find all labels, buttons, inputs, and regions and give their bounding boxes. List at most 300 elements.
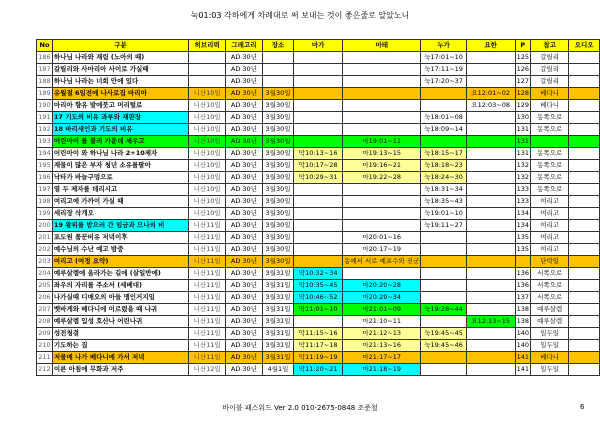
table-row xyxy=(37,280,600,292)
cell-no: 186 xyxy=(37,52,53,64)
cell-p: 128 xyxy=(515,88,530,100)
cell-heb: 니산10일 xyxy=(189,208,226,220)
table-row xyxy=(37,148,600,160)
cell-p: 135 xyxy=(515,244,530,256)
cell-heb: 니산10일 xyxy=(189,148,226,160)
cell-ref: 갈릴리 xyxy=(531,76,569,88)
cell-greg: AD 30년 xyxy=(226,64,263,76)
cell-greg: AD 30년 xyxy=(226,244,263,256)
cell-subject: 하나님 나라는 너희 안에 있다 xyxy=(52,76,188,88)
cell-ref: 예루살렘 xyxy=(531,304,569,316)
cell-john xyxy=(466,328,515,340)
cell-mark: 막11:15~16 xyxy=(294,328,343,340)
table-row xyxy=(37,328,600,340)
cell-ref: 베다니 xyxy=(531,88,569,100)
cell-mark xyxy=(294,208,343,220)
cell-p: 131 xyxy=(515,124,530,136)
cell-p: 141 xyxy=(515,352,530,364)
cell-ref: 동쪽으로 xyxy=(531,172,569,184)
cell-luke xyxy=(421,232,466,244)
cell-greg: AD 30년 xyxy=(226,232,263,244)
cell-mark xyxy=(294,196,343,208)
cell-p: 134 xyxy=(515,208,530,220)
cell-ref: 일두일 xyxy=(531,328,569,340)
cell-john: 요12:13~15 xyxy=(466,316,515,328)
cell-luke: 눅17:01~10 xyxy=(421,52,466,64)
cell-ref: 여리고 xyxy=(531,220,569,232)
column-header: No xyxy=(37,40,53,52)
cell-heb: 니산11일 xyxy=(189,280,226,292)
cell-ref: 여리고 xyxy=(531,244,569,256)
cell-mark: 막10:35~45 xyxy=(294,280,343,292)
cell-mark: 막11:20~21 xyxy=(294,364,343,376)
table-row xyxy=(37,304,600,316)
cell-subject: 이른 아침에 무화과 저주 xyxy=(52,364,188,376)
cell-place: 3월31일 xyxy=(262,280,293,292)
cell-no: 197 xyxy=(37,184,53,196)
cell-p: 132 xyxy=(515,160,530,172)
cell-matt: 마21:18~19 xyxy=(343,364,421,376)
cell-subject: 나가실때 디매오의 아들 맹인거지임 xyxy=(52,292,188,304)
cell-mark: 막11:01~10 xyxy=(294,304,343,316)
cell-p: 135 xyxy=(515,232,530,244)
cell-matt xyxy=(343,184,421,196)
cell-mark: 막11:17~18 xyxy=(294,340,343,352)
cell-mark: 막10:29~31 xyxy=(294,172,343,184)
schedule-table xyxy=(36,39,600,376)
cell-matt xyxy=(343,196,421,208)
cell-no: 210 xyxy=(37,340,53,352)
cell-no: 199 xyxy=(37,208,53,220)
column-header: 마가 xyxy=(294,40,343,52)
cell-john xyxy=(466,52,515,64)
cell-heb: 니산10일 xyxy=(189,100,226,112)
cell-no: 195 xyxy=(37,160,53,172)
table-row xyxy=(37,256,600,268)
cell-heb: 니산10일 xyxy=(189,88,226,100)
cell-ref: 동쪽으로 xyxy=(531,160,569,172)
cell-mark: 막10:13~16 xyxy=(294,148,343,160)
cell-mark xyxy=(294,76,343,88)
cell-john xyxy=(466,280,515,292)
cell-place: 3월30일 xyxy=(262,136,293,148)
table-body xyxy=(37,52,600,376)
table-row xyxy=(37,292,600,304)
cell-ref: 갈릴리 xyxy=(531,64,569,76)
cell-heb: 니산11일 xyxy=(189,244,226,256)
cell-no: 201 xyxy=(37,232,53,244)
cell-subject: 19 왕위를 받으러 간 임금과 므나의 비 xyxy=(52,220,188,232)
cell-place: 3월31일 xyxy=(262,304,293,316)
cell-no: 188 xyxy=(37,76,53,88)
cell-greg: AD 30년 xyxy=(226,352,263,364)
table-row xyxy=(37,100,600,112)
table-row xyxy=(37,316,600,328)
table-row xyxy=(37,76,600,88)
column-header: 히브리력 xyxy=(189,40,226,52)
cell-greg: AD 30년 xyxy=(226,100,263,112)
table-row xyxy=(37,52,600,64)
cell-place xyxy=(262,76,293,88)
cell-place xyxy=(262,64,293,76)
cell-matt: 마20:17~19 xyxy=(343,244,421,256)
cell-heb: 니산11일 xyxy=(189,268,226,280)
cell-heb: 니산10일 xyxy=(189,160,226,172)
cell-matt: 마21:10~11 xyxy=(343,316,421,328)
cell-matt: 마21:13~16 xyxy=(343,340,421,352)
cell-greg: AD 30년 xyxy=(226,268,263,280)
cell-no: 196 xyxy=(37,172,53,184)
column-header: 누가 xyxy=(421,40,466,52)
cell-audio xyxy=(569,76,600,88)
cell-greg: AD 30년 xyxy=(226,220,263,232)
table-row xyxy=(37,352,600,364)
cell-greg: AD 30년 xyxy=(226,184,263,196)
column-header: 참고 xyxy=(531,40,569,52)
cell-john xyxy=(466,136,515,148)
cell-place: 3월30일 xyxy=(262,172,293,184)
cell-mark xyxy=(294,64,343,76)
cell-no: 190 xyxy=(37,100,53,112)
cell-subject: 17 기도의 비유 과부와 재판장 xyxy=(52,112,188,124)
cell-matt: 동예서 서로 예포수와 진군 xyxy=(343,256,421,268)
cell-subject: 예루살렘에 올라가는 길에 (살일반에) xyxy=(52,268,188,280)
cell-audio xyxy=(569,268,600,280)
cell-place: 3월30일 xyxy=(262,124,293,136)
cell-p: 137 xyxy=(515,292,530,304)
cell-greg: AD 30년 xyxy=(226,340,263,352)
cell-subject: 어린아이 를 불러 가운데 세우고 xyxy=(52,136,188,148)
cell-john xyxy=(466,172,515,184)
cell-audio xyxy=(569,220,600,232)
cell-ref: 서쪽으로 xyxy=(531,280,569,292)
cell-audio xyxy=(569,148,600,160)
cell-luke: 눅19:28~44 xyxy=(421,304,466,316)
cell-p: 125 xyxy=(515,52,530,64)
cell-place xyxy=(262,52,293,64)
cell-ref xyxy=(531,136,569,148)
cell-subject: 유월절 6일전에 나사로집 마리아 xyxy=(52,88,188,100)
cell-mark xyxy=(294,100,343,112)
cell-matt xyxy=(343,112,421,124)
cell-ref: 일두일 xyxy=(531,340,569,352)
cell-audio xyxy=(569,184,600,196)
cell-no: 194 xyxy=(37,148,53,160)
cell-john xyxy=(466,256,515,268)
cell-matt: 마20:20~28 xyxy=(343,280,421,292)
cell-luke xyxy=(421,136,466,148)
cell-luke xyxy=(421,100,466,112)
cell-matt xyxy=(343,52,421,64)
cell-no: 191 xyxy=(37,112,53,124)
cell-place: 3월31일 xyxy=(262,352,293,364)
cell-luke: 눅18:31~34 xyxy=(421,184,466,196)
cell-audio xyxy=(569,256,600,268)
cell-matt xyxy=(343,88,421,100)
cell-john xyxy=(466,124,515,136)
cell-greg: AD 30년 xyxy=(226,52,263,64)
cell-audio xyxy=(569,136,600,148)
cell-matt: 마21:12~13 xyxy=(343,328,421,340)
cell-greg: AD 30년 xyxy=(226,136,263,148)
cell-place: 3월31일 xyxy=(262,292,293,304)
cell-ref: 서쪽으로 xyxy=(531,292,569,304)
cell-matt: 마20:01~16 xyxy=(343,232,421,244)
cell-mark: 막11:19~19 xyxy=(294,352,343,364)
cell-ref: 베다니 xyxy=(531,352,569,364)
cell-ref: 서쪽으로 xyxy=(531,268,569,280)
cell-mark xyxy=(294,256,343,268)
cell-luke: 눅19:11~27 xyxy=(421,220,466,232)
cell-audio xyxy=(569,52,600,64)
cell-audio xyxy=(569,124,600,136)
cell-no: 208 xyxy=(37,316,53,328)
cell-subject: 좌우의 자리를 주소서 (세베대) xyxy=(52,280,188,292)
cell-p: 138 xyxy=(515,304,530,316)
cell-heb: 니산11일 xyxy=(189,352,226,364)
table-row xyxy=(37,160,600,172)
cell-ref: 베다니 xyxy=(531,100,569,112)
cell-ref: 동쪽으로 xyxy=(531,148,569,160)
cell-ref: 여리고 xyxy=(531,232,569,244)
cell-no: 187 xyxy=(37,64,53,76)
cell-mark xyxy=(294,112,343,124)
cell-greg: AD 30년 xyxy=(226,292,263,304)
cell-heb: 니산10일 xyxy=(189,196,226,208)
cell-john xyxy=(466,340,515,352)
cell-john xyxy=(466,64,515,76)
cell-audio xyxy=(569,160,600,172)
cell-audio xyxy=(569,304,600,316)
cell-greg: AD 30년 xyxy=(226,304,263,316)
cell-greg: AD 30년 xyxy=(226,160,263,172)
page-number: 6 xyxy=(580,403,585,411)
cell-audio xyxy=(569,292,600,304)
cell-heb: 니산10일 xyxy=(189,172,226,184)
cell-greg: AD 30년 xyxy=(226,112,263,124)
table-row xyxy=(37,196,600,208)
column-header: 오디오 xyxy=(569,40,600,52)
column-header: 그레고리 xyxy=(226,40,263,52)
cell-matt: 마20:29~34 xyxy=(343,292,421,304)
cell-no: 198 xyxy=(37,196,53,208)
cell-audio xyxy=(569,196,600,208)
column-header: 구분 xyxy=(52,40,188,52)
cell-john xyxy=(466,184,515,196)
cell-john xyxy=(466,76,515,88)
cell-heb xyxy=(189,76,226,88)
cell-heb: 니산10일 xyxy=(189,136,226,148)
cell-john: 요12:03~08 xyxy=(466,100,515,112)
cell-john xyxy=(466,160,515,172)
cell-no: 209 xyxy=(37,328,53,340)
cell-audio xyxy=(569,364,600,376)
cell-ref: 동쪽으로 xyxy=(531,124,569,136)
cell-john xyxy=(466,244,515,256)
cell-luke: 눅19:45~45 xyxy=(421,328,466,340)
cell-ref: 동쪽으로 xyxy=(531,184,569,196)
cell-luke: 눅18:18~23 xyxy=(421,160,466,172)
cell-audio xyxy=(569,112,600,124)
table-row xyxy=(37,64,600,76)
cell-no: 212 xyxy=(37,364,53,376)
table-row xyxy=(37,208,600,220)
cell-place: 3월30일 xyxy=(262,100,293,112)
cell-p: 134 xyxy=(515,220,530,232)
cell-john xyxy=(466,196,515,208)
cell-no: 193 xyxy=(37,136,53,148)
cell-greg: AD 30년 xyxy=(226,208,263,220)
cell-audio xyxy=(569,352,600,364)
cell-p: 141 xyxy=(515,364,530,376)
cell-place: 3월30일 xyxy=(262,232,293,244)
cell-p: 129 xyxy=(515,100,530,112)
cell-audio xyxy=(569,328,600,340)
cell-mark xyxy=(294,88,343,100)
cell-subject: 포도원 품꾼비유 저녁이후 xyxy=(52,232,188,244)
cell-p: 133 xyxy=(515,196,530,208)
cell-luke: 눅18:09~14 xyxy=(421,124,466,136)
cell-ref: 여리고 xyxy=(531,208,569,220)
cell-heb: 니산11일 xyxy=(189,316,226,328)
cell-place: 3월31일 xyxy=(262,268,293,280)
cell-p: 127 xyxy=(515,76,530,88)
cell-luke: 눅19:01~10 xyxy=(421,208,466,220)
cell-p: 133 xyxy=(515,184,530,196)
cell-mark: 막10:17~28 xyxy=(294,160,343,172)
cell-greg: AD 30년 xyxy=(226,328,263,340)
cell-subject: 여리고에 가까이 가실 때 xyxy=(52,196,188,208)
cell-luke xyxy=(421,280,466,292)
cell-audio xyxy=(569,340,600,352)
cell-ref: 단락일 xyxy=(531,256,569,268)
cell-no: 206 xyxy=(37,292,53,304)
cell-john xyxy=(466,220,515,232)
cell-matt xyxy=(343,76,421,88)
cell-heb xyxy=(189,52,226,64)
cell-subject: 예수님의 수난 예고 밤중 xyxy=(52,244,188,256)
cell-no: 200 xyxy=(37,220,53,232)
column-header: P xyxy=(515,40,530,52)
cell-place: 3월30일 xyxy=(262,88,293,100)
page-footer: 바이블 패스워드 Ver 2.0 010-2675-0848 조준철 xyxy=(222,404,378,412)
cell-audio xyxy=(569,88,600,100)
cell-heb: 니산11일 xyxy=(189,292,226,304)
cell-heb xyxy=(189,64,226,76)
cell-luke xyxy=(421,364,466,376)
cell-heb: 니산11일 xyxy=(189,304,226,316)
cell-mark xyxy=(294,232,343,244)
cell-subject: 세리장 삭개오 xyxy=(52,208,188,220)
cell-heb: 니산10일 xyxy=(189,112,226,124)
cell-john: 요12:01~02 xyxy=(466,88,515,100)
cell-mark: 막10:46~52 xyxy=(294,292,343,304)
cell-p: 138 xyxy=(515,316,530,328)
cell-mark xyxy=(294,220,343,232)
cell-place: 3월30일 xyxy=(262,184,293,196)
cell-place: 3월30일 xyxy=(262,244,293,256)
table-row xyxy=(37,268,600,280)
cell-matt xyxy=(343,268,421,280)
cell-luke: 눅18:15~17 xyxy=(421,148,466,160)
cell-audio xyxy=(569,244,600,256)
table-row xyxy=(37,136,600,148)
cell-mark xyxy=(294,184,343,196)
cell-luke xyxy=(421,292,466,304)
cell-subject: 성전청결 xyxy=(52,328,188,340)
cell-place: 3월30일 xyxy=(262,112,293,124)
cell-audio xyxy=(569,280,600,292)
cell-mark xyxy=(294,316,343,328)
cell-audio xyxy=(569,316,600,328)
cell-matt xyxy=(343,100,421,112)
cell-mark xyxy=(294,52,343,64)
cell-subject: 낙타가 바늘구멍으로 xyxy=(52,172,188,184)
cell-matt: 마19:01~11 xyxy=(343,136,421,148)
cell-p: 126 xyxy=(515,64,530,76)
cell-matt xyxy=(343,220,421,232)
cell-greg: AD 30년 xyxy=(226,196,263,208)
cell-heb: 니산11일 xyxy=(189,220,226,232)
cell-no: 203 xyxy=(37,256,53,268)
cell-p: 132 xyxy=(515,172,530,184)
table-row xyxy=(37,112,600,124)
cell-greg: AD 30년 xyxy=(226,316,263,328)
table-row xyxy=(37,124,600,136)
cell-luke xyxy=(421,88,466,100)
table-row xyxy=(37,340,600,352)
cell-ref: 갈릴리 xyxy=(531,52,569,64)
cell-no: 202 xyxy=(37,244,53,256)
cell-luke: 눅17:11~19 xyxy=(421,64,466,76)
cell-john xyxy=(466,292,515,304)
cell-luke xyxy=(421,352,466,364)
table-row xyxy=(37,244,600,256)
cell-subject: 열 두 제자를 데리시고 xyxy=(52,184,188,196)
cell-john xyxy=(466,232,515,244)
cell-ref: 동쪽으로 xyxy=(531,112,569,124)
cell-greg: AD 30년 xyxy=(226,88,263,100)
cell-p xyxy=(515,256,530,268)
table-header-row xyxy=(37,40,600,52)
cell-matt: 마19:22~28 xyxy=(343,172,421,184)
cell-p: 140 xyxy=(515,328,530,340)
cell-john xyxy=(466,208,515,220)
cell-mark xyxy=(294,244,343,256)
page-title: 눅01:03 각하에게 차례대로 써 보내는 것이 좋은줄로 알았노니 xyxy=(190,11,410,20)
cell-heb: 니산10일 xyxy=(189,184,226,196)
cell-no: 205 xyxy=(37,280,53,292)
cell-luke: 눅17:20~37 xyxy=(421,76,466,88)
cell-ref: 일두일 xyxy=(531,364,569,376)
cell-mark xyxy=(294,136,343,148)
cell-heb: 니산11일 xyxy=(189,328,226,340)
cell-mark: 막10:32~34 xyxy=(294,268,343,280)
cell-john xyxy=(466,148,515,160)
cell-luke: 눅18:01~08 xyxy=(421,112,466,124)
cell-subject: 벳바게와 베다니에 이르렀을 때 나귀 xyxy=(52,304,188,316)
cell-greg: AD 30년 xyxy=(226,364,263,376)
column-header: 요한 xyxy=(466,40,515,52)
cell-no: 192 xyxy=(37,124,53,136)
cell-greg: AD 30년 xyxy=(226,280,263,292)
cell-place: 3월31일 xyxy=(262,328,293,340)
cell-subject: 하나님 나라와 재림 (노아의 때) xyxy=(52,52,188,64)
cell-no: 189 xyxy=(37,88,53,100)
cell-greg: AD 30년 xyxy=(226,76,263,88)
cell-place: 3월30일 xyxy=(262,196,293,208)
cell-p: 131 xyxy=(515,148,530,160)
